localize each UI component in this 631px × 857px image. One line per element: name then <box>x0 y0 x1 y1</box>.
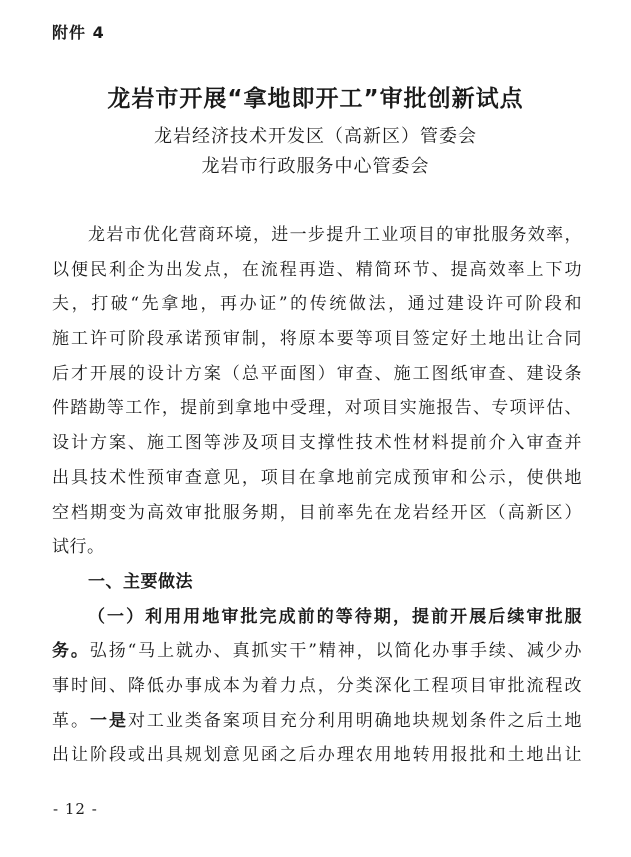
paragraph-line: 龙岩市优化营商环境，进一步提升工业项目的审批服务效率， <box>88 225 582 245</box>
subsection-line <box>52 600 582 635</box>
paragraph-line: 件踏勘等工作，提前到拿地中受理，对项目实施报告、专项评估、 <box>52 398 582 419</box>
subsection-text: 对工业类备案项目充分利用明确地块规划条件之后土地 <box>127 710 583 731</box>
issuing-org-1: 龙岩经济技术开发区（高新区）管委会 <box>154 126 477 147</box>
section-heading: 一、主要做法 <box>88 571 193 592</box>
paragraph-line: 试行。 <box>52 537 105 558</box>
page-number: - 12 - <box>53 800 98 818</box>
subsection-line: 出让阶段或出具规划意见函之后办理农用地转用报批和土地出让 <box>52 745 582 766</box>
issuing-org-2: 龙岩市行政服务中心管委会 <box>201 156 430 177</box>
subsection-heading: （一）利用用地审批完成前的等待期，提前开展后续审批服 <box>88 606 582 627</box>
subsection-text: 革。 <box>52 710 90 731</box>
document-title: 龙岩市开展“拿地即开工”审批创新试点 <box>107 86 524 112</box>
point-marker: 一是 <box>89 710 128 731</box>
subsection-line <box>52 634 582 669</box>
paragraph-line: 以便民利企为出发点，在流程再造、精简环节、提高效率上下功 <box>52 259 582 280</box>
subsection-line <box>52 704 582 739</box>
paragraph-line: 施工许可阶段承诺预审制，将原本要等项目签定好土地出让合同 <box>52 329 582 350</box>
subsection-text: 弘扬“马上就办、真抓实干”精神，以简化办事手续、减少办 <box>89 641 582 662</box>
attachment-label: 附件 4 <box>52 23 105 42</box>
paragraph-line: 空档期变为高效审批服务期，目前率先在龙岩经开区（高新区） <box>52 502 582 523</box>
subsection-line: 事时间、降低办事成本为着力点，分类深化工程项目审批流程改 <box>52 675 582 696</box>
paragraph-line: 设计方案、施工图等涉及项目支撑性技术性材料提前介入审查并 <box>52 433 582 454</box>
paragraph-line: 夫，打破“先拿地，再办证”的传统做法，通过建设许可阶段和 <box>52 294 582 315</box>
paragraph-line: 出具技术性预审查意见，项目在拿地前完成预审和公示，使供地 <box>52 467 582 488</box>
subsection-heading-end: 务。 <box>52 641 90 662</box>
document-body <box>52 218 582 773</box>
paragraph-line: 后才开展的设计方案（总平面图）审查、施工图纸审查、建设条 <box>52 363 582 384</box>
